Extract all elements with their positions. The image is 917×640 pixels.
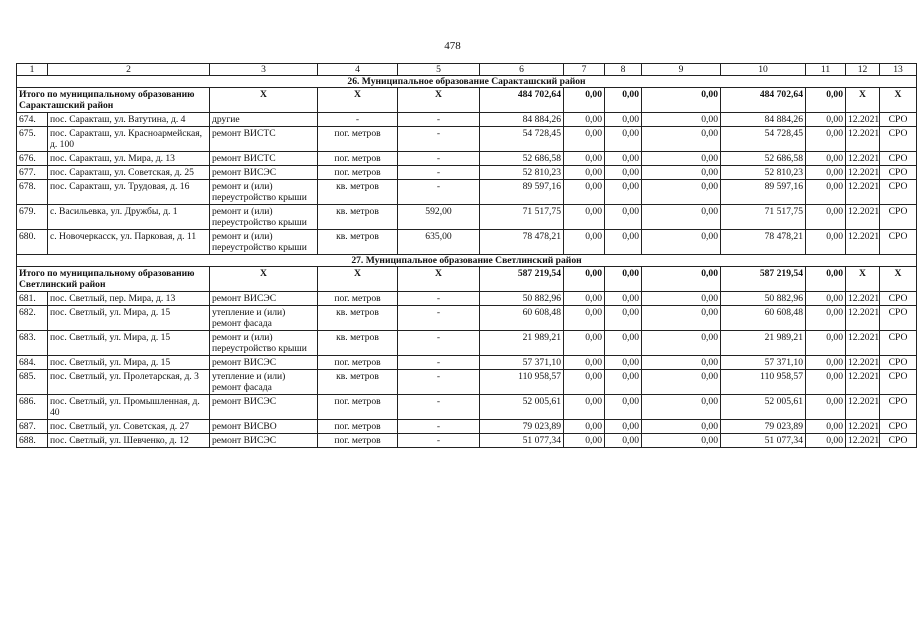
section-total-row	[17, 88, 917, 113]
row-deadline: 12.2021	[846, 331, 880, 356]
row-number: 685.	[17, 370, 48, 395]
row-address: пос. Светлый, ул. Мира, д. 15	[48, 331, 210, 356]
row-c10: 50 882,96	[721, 292, 806, 306]
row-work-type: ремонт ВИСЭС	[210, 356, 318, 370]
row-address: пос. Светлый, пер. Мира, д. 13	[48, 292, 210, 306]
row-work-type: ремонт и (или) переустройство крыши	[210, 230, 318, 255]
section-total-row	[17, 267, 917, 292]
row-deadline: 12.2021	[846, 230, 880, 255]
row-c9: 0,00	[642, 434, 721, 448]
row-quantity: -	[398, 434, 480, 448]
row-number: 687.	[17, 420, 48, 434]
table-row	[17, 395, 917, 420]
row-c11: 0,00	[806, 113, 846, 127]
row-c10: 54 728,45	[721, 127, 806, 152]
row-c8: 0,00	[605, 331, 642, 356]
row-method: СРО	[880, 420, 917, 434]
row-c7: 0,00	[564, 205, 605, 230]
row-work-type: ремонт и (или) переустройство крыши	[210, 331, 318, 356]
row-c11: 0,00	[806, 230, 846, 255]
row-work-type: утепление и (или) ремонт фасада	[210, 306, 318, 331]
row-address: с. Васильевка, ул. Дружбы, д. 1	[48, 205, 210, 230]
column-number: 9	[642, 64, 721, 76]
row-quantity: -	[398, 292, 480, 306]
row-work-type: другие	[210, 113, 318, 127]
row-c6: 52 686,58	[480, 152, 564, 166]
row-quantity: -	[398, 152, 480, 166]
row-work-type: ремонт и (или) переустройство крыши	[210, 180, 318, 205]
table-row	[17, 127, 917, 152]
row-address: пос. Светлый, ул. Промышленная, д. 40	[48, 395, 210, 420]
row-c8: 0,00	[605, 292, 642, 306]
row-c11: 0,00	[806, 370, 846, 395]
row-c11: 0,00	[806, 395, 846, 420]
column-number: 3	[210, 64, 318, 76]
table-row	[17, 434, 917, 448]
row-c7: 0,00	[564, 292, 605, 306]
total-c3: Х	[210, 267, 318, 292]
row-c9: 0,00	[642, 180, 721, 205]
column-number-row	[17, 64, 917, 76]
total-c5: Х	[398, 88, 480, 113]
column-number: 4	[318, 64, 398, 76]
row-unit: пог. метров	[318, 356, 398, 370]
row-c8: 0,00	[605, 395, 642, 420]
section-title: 27. Муниципальное образование Светлинский район	[17, 255, 917, 267]
row-quantity: 635,00	[398, 230, 480, 255]
row-c11: 0,00	[806, 166, 846, 180]
row-c11: 0,00	[806, 127, 846, 152]
row-c6: 21 989,21	[480, 331, 564, 356]
row-c8: 0,00	[605, 230, 642, 255]
row-method: СРО	[880, 331, 917, 356]
row-c9: 0,00	[642, 395, 721, 420]
row-c9: 0,00	[642, 331, 721, 356]
row-work-type: ремонт ВИСЭС	[210, 166, 318, 180]
row-deadline: 12.2021	[846, 395, 880, 420]
row-number: 678.	[17, 180, 48, 205]
row-c6: 54 728,45	[480, 127, 564, 152]
total-c13: Х	[880, 267, 917, 292]
row-address: пос. Саракташ, ул. Мира, д. 13	[48, 152, 210, 166]
row-unit: пог. метров	[318, 166, 398, 180]
section-title-row	[17, 255, 917, 267]
row-number: 682.	[17, 306, 48, 331]
row-work-type: ремонт ВИСЭС	[210, 395, 318, 420]
row-deadline: 12.2021	[846, 166, 880, 180]
row-method: СРО	[880, 152, 917, 166]
row-c7: 0,00	[564, 127, 605, 152]
column-number: 10	[721, 64, 806, 76]
column-number: 5	[398, 64, 480, 76]
row-c7: 0,00	[564, 331, 605, 356]
row-deadline: 12.2021	[846, 127, 880, 152]
row-address: пос. Саракташ, ул. Трудовая, д. 16	[48, 180, 210, 205]
total-c12: Х	[846, 267, 880, 292]
total-c11: 0,00	[806, 267, 846, 292]
row-quantity: 592,00	[398, 205, 480, 230]
total-c8: 0,00	[605, 88, 642, 113]
row-deadline: 12.2021	[846, 205, 880, 230]
row-c9: 0,00	[642, 127, 721, 152]
row-method: СРО	[880, 356, 917, 370]
row-unit: кв. метров	[318, 370, 398, 395]
row-method: СРО	[880, 180, 917, 205]
row-deadline: 12.2021	[846, 180, 880, 205]
table-row	[17, 180, 917, 205]
row-number: 684.	[17, 356, 48, 370]
row-deadline: 12.2021	[846, 356, 880, 370]
row-number: 679.	[17, 205, 48, 230]
row-deadline: 12.2021	[846, 434, 880, 448]
row-c6: 71 517,75	[480, 205, 564, 230]
table-row	[17, 166, 917, 180]
row-address: пос. Саракташ, ул. Красноармейская, д. 100	[48, 127, 210, 152]
capital-repair-table	[16, 63, 917, 448]
row-c8: 0,00	[605, 180, 642, 205]
row-c8: 0,00	[605, 152, 642, 166]
row-unit: кв. метров	[318, 306, 398, 331]
total-c11: 0,00	[806, 88, 846, 113]
row-c6: 60 608,48	[480, 306, 564, 331]
row-c7: 0,00	[564, 434, 605, 448]
row-unit: кв. метров	[318, 331, 398, 356]
table-row	[17, 205, 917, 230]
row-c9: 0,00	[642, 113, 721, 127]
row-method: СРО	[880, 292, 917, 306]
row-deadline: 12.2021	[846, 306, 880, 331]
row-method: СРО	[880, 113, 917, 127]
row-c6: 84 884,26	[480, 113, 564, 127]
row-c9: 0,00	[642, 230, 721, 255]
row-number: 674.	[17, 113, 48, 127]
total-c6: 484 702,64	[480, 88, 564, 113]
row-method: СРО	[880, 127, 917, 152]
row-c9: 0,00	[642, 205, 721, 230]
row-c10: 60 608,48	[721, 306, 806, 331]
row-work-type: ремонт ВИСЭС	[210, 292, 318, 306]
table-row	[17, 152, 917, 166]
row-c10: 84 884,26	[721, 113, 806, 127]
row-c8: 0,00	[605, 370, 642, 395]
total-label: Итого по муниципальному образованию Саракташский район	[17, 88, 210, 113]
table-row	[17, 420, 917, 434]
row-deadline: 12.2021	[846, 370, 880, 395]
table-row	[17, 356, 917, 370]
row-c10: 110 958,57	[721, 370, 806, 395]
row-quantity: -	[398, 180, 480, 205]
row-work-type: утепление и (или) ремонт фасада	[210, 370, 318, 395]
row-c9: 0,00	[642, 370, 721, 395]
row-quantity: -	[398, 395, 480, 420]
row-c8: 0,00	[605, 113, 642, 127]
row-method: СРО	[880, 395, 917, 420]
row-c11: 0,00	[806, 356, 846, 370]
row-method: СРО	[880, 370, 917, 395]
row-c11: 0,00	[806, 205, 846, 230]
row-unit: кв. метров	[318, 205, 398, 230]
row-address: с. Новочеркасск, ул. Парковая, д. 11	[48, 230, 210, 255]
total-c10: 587 219,54	[721, 267, 806, 292]
row-c6: 51 077,34	[480, 434, 564, 448]
row-c7: 0,00	[564, 166, 605, 180]
row-method: СРО	[880, 306, 917, 331]
total-c5: Х	[398, 267, 480, 292]
row-quantity: -	[398, 331, 480, 356]
section-title: 26. Муниципальное образование Саракташский район	[17, 76, 917, 88]
row-c9: 0,00	[642, 306, 721, 331]
row-work-type: ремонт ВИСТС	[210, 152, 318, 166]
table-row	[17, 113, 917, 127]
row-c7: 0,00	[564, 356, 605, 370]
row-c7: 0,00	[564, 395, 605, 420]
section-title-row	[17, 76, 917, 88]
row-address: пос. Светлый, ул. Шевченко, д. 12	[48, 434, 210, 448]
column-number: 6	[480, 64, 564, 76]
row-c8: 0,00	[605, 434, 642, 448]
row-work-type: ремонт ВИСВО	[210, 420, 318, 434]
row-address: пос. Саракташ, ул. Советская, д. 25	[48, 166, 210, 180]
row-c11: 0,00	[806, 180, 846, 205]
table-row	[17, 292, 917, 306]
row-c6: 50 882,96	[480, 292, 564, 306]
row-method: СРО	[880, 230, 917, 255]
row-c9: 0,00	[642, 152, 721, 166]
row-c11: 0,00	[806, 152, 846, 166]
row-method: СРО	[880, 205, 917, 230]
row-c10: 79 023,89	[721, 420, 806, 434]
row-c8: 0,00	[605, 205, 642, 230]
row-address: пос. Светлый, ул. Пролетарская, д. 3	[48, 370, 210, 395]
row-number: 676.	[17, 152, 48, 166]
total-c8: 0,00	[605, 267, 642, 292]
row-c10: 78 478,21	[721, 230, 806, 255]
row-work-type: ремонт ВИСЭС	[210, 434, 318, 448]
row-number: 681.	[17, 292, 48, 306]
row-quantity: -	[398, 420, 480, 434]
row-quantity: -	[398, 127, 480, 152]
row-unit: пог. метров	[318, 292, 398, 306]
row-unit: пог. метров	[318, 420, 398, 434]
total-c13: Х	[880, 88, 917, 113]
column-number: 12	[846, 64, 880, 76]
row-quantity: -	[398, 306, 480, 331]
row-c7: 0,00	[564, 420, 605, 434]
row-c7: 0,00	[564, 370, 605, 395]
total-c7: 0,00	[564, 88, 605, 113]
row-deadline: 12.2021	[846, 420, 880, 434]
row-c8: 0,00	[605, 420, 642, 434]
table-row	[17, 306, 917, 331]
total-label: Итого по муниципальному образованию Светлинский район	[17, 267, 210, 292]
row-c10: 57 371,10	[721, 356, 806, 370]
row-c9: 0,00	[642, 420, 721, 434]
table-row	[17, 331, 917, 356]
row-c6: 79 023,89	[480, 420, 564, 434]
total-c12: Х	[846, 88, 880, 113]
row-c7: 0,00	[564, 152, 605, 166]
row-work-type: ремонт ВИСТС	[210, 127, 318, 152]
row-c6: 78 478,21	[480, 230, 564, 255]
row-number: 686.	[17, 395, 48, 420]
row-quantity: -	[398, 356, 480, 370]
row-c6: 57 371,10	[480, 356, 564, 370]
row-unit: пог. метров	[318, 152, 398, 166]
row-quantity: -	[398, 113, 480, 127]
total-c9: 0,00	[642, 88, 721, 113]
row-unit: пог. метров	[318, 434, 398, 448]
row-c10: 52 005,61	[721, 395, 806, 420]
row-c8: 0,00	[605, 127, 642, 152]
row-method: СРО	[880, 166, 917, 180]
row-c7: 0,00	[564, 230, 605, 255]
column-number: 8	[605, 64, 642, 76]
row-c6: 89 597,16	[480, 180, 564, 205]
row-unit: кв. метров	[318, 230, 398, 255]
row-c8: 0,00	[605, 166, 642, 180]
row-c11: 0,00	[806, 434, 846, 448]
row-c10: 71 517,75	[721, 205, 806, 230]
row-work-type: ремонт и (или) переустройство крыши	[210, 205, 318, 230]
row-c10: 51 077,34	[721, 434, 806, 448]
column-number: 11	[806, 64, 846, 76]
row-unit: пог. метров	[318, 395, 398, 420]
row-c10: 52 810,23	[721, 166, 806, 180]
row-c10: 89 597,16	[721, 180, 806, 205]
row-unit: кв. метров	[318, 180, 398, 205]
row-c9: 0,00	[642, 292, 721, 306]
row-unit: пог. метров	[318, 127, 398, 152]
row-c11: 0,00	[806, 292, 846, 306]
row-c8: 0,00	[605, 356, 642, 370]
row-c6: 110 958,57	[480, 370, 564, 395]
total-c9: 0,00	[642, 267, 721, 292]
total-c4: Х	[318, 267, 398, 292]
row-address: пос. Саракташ, ул. Ватутина, д. 4	[48, 113, 210, 127]
row-address: пос. Светлый, ул. Мира, д. 15	[48, 306, 210, 331]
row-unit: -	[318, 113, 398, 127]
row-c7: 0,00	[564, 113, 605, 127]
row-c9: 0,00	[642, 166, 721, 180]
row-c8: 0,00	[605, 306, 642, 331]
column-number: 2	[48, 64, 210, 76]
total-c3: Х	[210, 88, 318, 113]
row-deadline: 12.2021	[846, 113, 880, 127]
row-deadline: 12.2021	[846, 152, 880, 166]
total-c6: 587 219,54	[480, 267, 564, 292]
row-number: 677.	[17, 166, 48, 180]
row-quantity: -	[398, 370, 480, 395]
row-number: 683.	[17, 331, 48, 356]
row-address: пос. Светлый, ул. Советская, д. 27	[48, 420, 210, 434]
row-c11: 0,00	[806, 420, 846, 434]
column-number: 13	[880, 64, 917, 76]
page-number: 478	[444, 40, 461, 52]
row-c6: 52 005,61	[480, 395, 564, 420]
row-c7: 0,00	[564, 180, 605, 205]
row-quantity: -	[398, 166, 480, 180]
row-deadline: 12.2021	[846, 292, 880, 306]
row-address: пос. Светлый, ул. Мира, д. 15	[48, 356, 210, 370]
table-row	[17, 370, 917, 395]
row-c9: 0,00	[642, 356, 721, 370]
row-method: СРО	[880, 434, 917, 448]
row-number: 675.	[17, 127, 48, 152]
row-c11: 0,00	[806, 331, 846, 356]
row-c6: 52 810,23	[480, 166, 564, 180]
row-number: 680.	[17, 230, 48, 255]
table-row	[17, 230, 917, 255]
row-c11: 0,00	[806, 306, 846, 331]
total-c10: 484 702,64	[721, 88, 806, 113]
row-c7: 0,00	[564, 306, 605, 331]
column-number: 1	[17, 64, 48, 76]
total-c7: 0,00	[564, 267, 605, 292]
row-c10: 21 989,21	[721, 331, 806, 356]
row-c10: 52 686,58	[721, 152, 806, 166]
total-c4: Х	[318, 88, 398, 113]
column-number: 7	[564, 64, 605, 76]
row-number: 688.	[17, 434, 48, 448]
